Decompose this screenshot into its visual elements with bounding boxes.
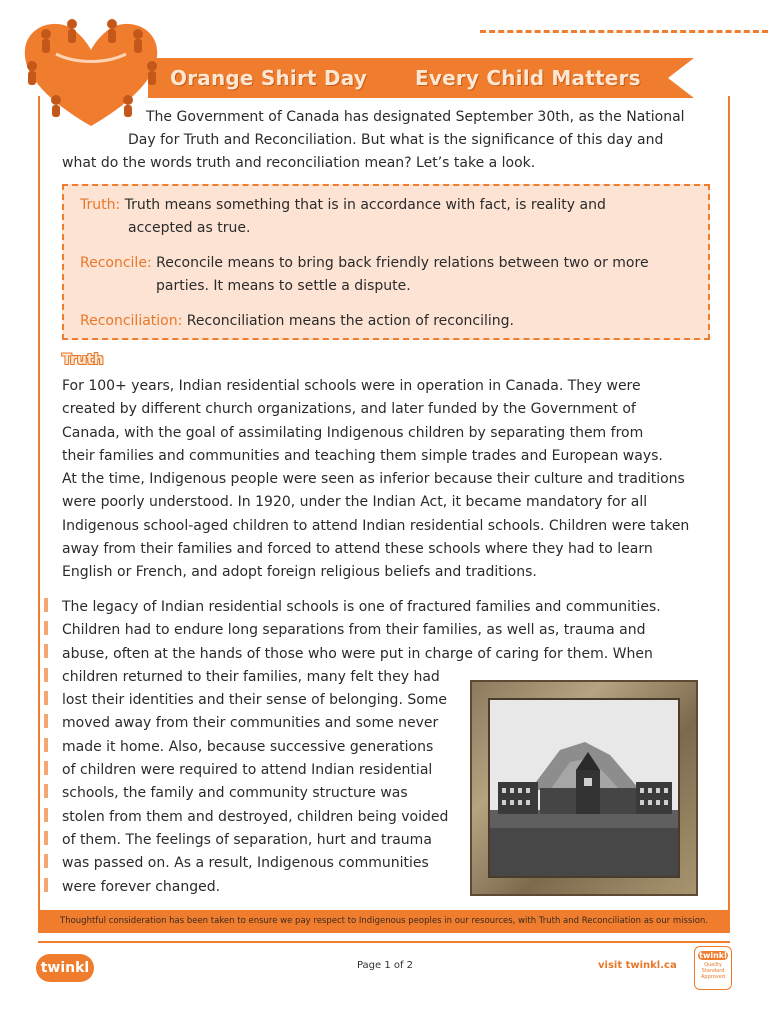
definition-text: Truth means something that is in accordance with fact, is reality and [120,197,606,213]
quality-badge-icon [694,946,732,990]
definition-text: parties. It means to settle a dispute. [156,278,411,294]
paragraph-line: English or French, and adopt foreign religious beliefs and traditions. [62,564,537,581]
paragraph-line: stolen from them and destroyed, children being voided [62,808,449,825]
paragraph-line: The legacy of Indian residential schools is one of fractured families and communities. [62,599,661,615]
definition-term: Reconcile: [80,255,152,271]
paragraph-line: their families and communities and teaching them simple trades and European ways. [62,447,663,464]
paragraph-line: lost their identities and their sense of belonging. Some [62,692,448,709]
footer-note: Thoughtful consideration has been taken to ensure we pay respect to Indigenous peoples in our resources, with Truth and Reconciliation as our mission. [60,916,708,926]
paragraph-line: moved away from their communities and some never [62,715,439,732]
paragraph-line: abuse, often at the hands of those who were put in charge of caring for them. When [62,645,653,662]
paragraph-line: Canada, with the goal of assimilating Indigenous children by separating them from [62,424,644,441]
paragraph-line: Indigenous school-aged children to attend Indian residential schools. Children were taken [62,517,690,534]
intro-line: what do the words truth and reconciliation mean? Let’s take a look. [62,155,536,171]
paragraph-line: schools, the family and community structure was [62,785,408,802]
definition-term: Truth: [80,197,121,213]
definition-text: accepted as true. [128,220,251,236]
definition-reconciliation [80,310,514,333]
badge-brand: twinkl [699,951,727,960]
section-heading: Truth [62,352,104,368]
paragraph-line: of children were required to attend Indian residential [62,762,433,779]
residential-school-photo [488,698,680,878]
badge-caption: Quality Standard Approved [701,962,725,980]
framed-photo [470,680,698,896]
twinkl-logo: twinkl [36,954,94,982]
definition-reconcile [80,252,649,298]
paragraph-line: were forever changed. [62,878,221,895]
page-number: Page 1 of 2 [356,960,414,971]
paragraph-line: created by different church organizations, and later funded by the Government of [62,401,636,418]
paragraph-line: At the time, Indigenous people were seen as inferior because their culture and traditions [62,471,685,488]
decorative-dashed-line [480,30,768,33]
intro-paragraph [62,106,702,175]
paragraph-line: were poorly understood. In 1920, under the Indian Act, it became mandatory for all [62,494,648,511]
paragraph-line: children returned to their families, many felt they had [62,668,440,685]
definition-text: Reconciliation means the action of reconciling. [182,313,514,329]
paragraph-line: of them. The feelings of separation, hurt and trauma [62,831,432,848]
intro-line: Day for Truth and Reconciliation. But what is the significance of this day and [128,132,664,148]
paragraph-line: was passed on. As a result, Indigenous communities [62,855,429,872]
footer-divider [38,941,730,943]
truth-paragraph [62,375,712,585]
paragraph-line: For 100+ years, Indian residential schools were in operation in Canada. They were [62,378,641,394]
visit-link[interactable]: visit twinkl.ca [598,960,677,971]
intro-line: The Government of Canada has designated September 30th, as the National [146,109,685,125]
definitions-box [62,184,710,340]
paragraph-line: made it home. Also, because successive generations [62,738,434,755]
definition-text: Reconcile means to bring back friendly relations between two or more [151,255,649,271]
paragraph-line: Children had to endure long separations from their families, as well as, trauma and [62,622,646,639]
definition-truth [80,194,606,240]
side-accent-bars [44,598,50,898]
paragraph-line: away from their families and forced to attend these schools where they had to learn [62,541,653,558]
definition-term: Reconciliation: [80,313,183,329]
title-orange-shirt-day: Orange Shirt Day [170,66,368,90]
title-every-child-matters: Every Child Matters [415,66,641,90]
